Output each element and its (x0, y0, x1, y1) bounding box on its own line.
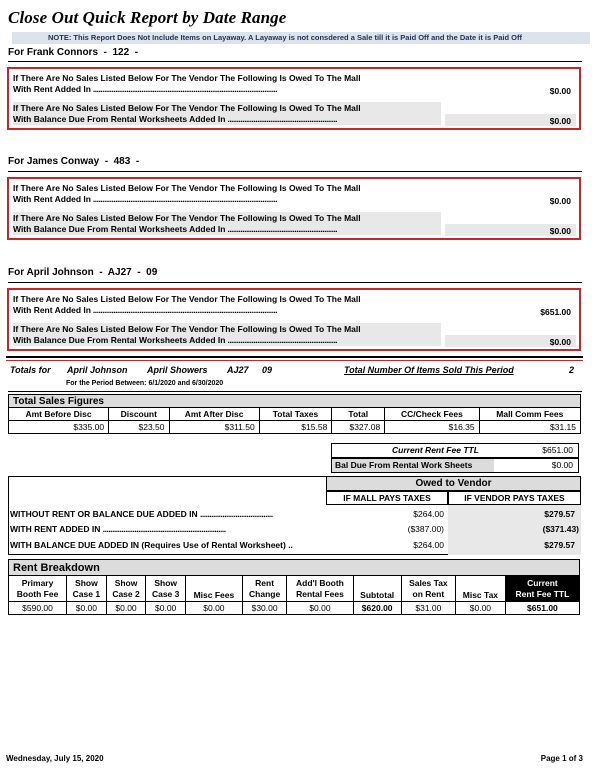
owed-title: Owed to Vendor (326, 476, 581, 491)
table-cell: $0.00 (146, 602, 186, 615)
footer-date: Wednesday, July 15, 2020 (6, 754, 104, 763)
table-cell: $15.58 (259, 421, 332, 434)
col-header: Total (332, 408, 385, 421)
table-title: Total Sales Figures (9, 395, 581, 408)
table-cell: $0.00 (67, 602, 107, 615)
table-cell: $31.00 (401, 602, 455, 615)
owed-amount: $0.00 (549, 116, 571, 126)
col-header: Total Taxes (259, 408, 332, 421)
period-range: For the Period Between: 6/1/2020 and 6/30/2020 (66, 380, 224, 387)
owed-line: If There Are No Sales Listed Below For The Vendor The Following Is Owed To The Mall With Rent Added In ................................................................................................... (13, 294, 361, 315)
items-sold-value: 2 (569, 365, 575, 375)
owed-row-vendor: $279.57 (544, 509, 575, 519)
table-cell: $0.00 (455, 602, 505, 615)
table-cell: $311.50 (169, 421, 259, 434)
current-rent-fee-box (331, 443, 579, 458)
col-header: Add'l Booth Rental Fees (287, 576, 353, 602)
rent-fee-value: $651.00 (542, 445, 573, 455)
table-cell: $620.00 (353, 602, 401, 615)
table-cell: $327.08 (332, 421, 385, 434)
table-cell: $0.00 (185, 602, 242, 615)
owed-line: If There Are No Sales Listed Below For The Vendor The Following Is Owed To The Mall With Balance Due From Rental Worksheets Added In ........................................................... (13, 103, 361, 124)
col-header: Sales Tax on Rent (401, 576, 455, 602)
col-header: Subtotal (353, 576, 401, 602)
divider (8, 391, 582, 392)
totals-label: Totals for (10, 365, 51, 375)
rent-fee-label: Current Rent Fee TTL (392, 445, 479, 455)
owed-row-mall: $264.00 (413, 509, 444, 519)
col-header: Current Rent Fee TTL (505, 576, 579, 602)
owed-amount: $0.00 (549, 196, 571, 206)
owed-row-vendor: ($371.43) (542, 524, 579, 534)
vendor-header: For James Conway - 483 - (8, 156, 140, 167)
vendor-header: For Frank Connors - 122 - (8, 47, 139, 58)
footer-page: Page 1 of 3 (540, 754, 583, 763)
owed-amount: $0.00 (549, 226, 571, 236)
owed-amount: $0.00 (549, 86, 571, 96)
owed-line: If There Are No Sales Listed Below For The Vendor The Following Is Owed To The Mall With Balance Due From Rental Worksheets Added In ........................................................... (13, 324, 361, 345)
col-header: Rent Change (242, 576, 287, 602)
total-sales-table (8, 394, 581, 434)
table-title: Rent Breakdown (9, 560, 580, 576)
col-header: Show Case 3 (146, 576, 186, 602)
owed-amount: $651.00 (540, 307, 571, 317)
items-sold-label: Total Number Of Items Sold This Period (344, 365, 514, 375)
bal-due-label: Bal Due From Rental Work Sheets (332, 459, 494, 472)
col-header: Discount (109, 408, 169, 421)
table-cell: $0.00 (106, 602, 146, 615)
col-header: Show Case 1 (67, 576, 107, 602)
table-cell: $0.00 (287, 602, 353, 615)
bal-due-value: $0.00 (551, 460, 573, 470)
bal-due-box (331, 458, 579, 473)
layaway-note: NOTE: This Report Does Not Include Items on Layaway. A Layaway is not consdered a Sale till it is Paid Off and the Date it is Paid Off (12, 32, 590, 44)
table-cell: $590.00 (9, 602, 67, 615)
col-header: Amt After Disc (169, 408, 259, 421)
col-header: Mall Comm Fees (479, 408, 580, 421)
rent-breakdown-table (8, 559, 580, 615)
totals-shop-name: April Showers (147, 365, 208, 375)
col-header: Amt Before Disc (9, 408, 109, 421)
table-cell: $31.15 (479, 421, 580, 434)
owed-row-label: WITH BALANCE DUE ADDED IN (Requires Use of Rental Worksheet) .. (10, 540, 293, 550)
totals-vendor-name: April Johnson (67, 365, 128, 375)
vendor-header: For April Johnson - AJ27 - 09 (8, 267, 158, 278)
col-header: Show Case 2 (106, 576, 146, 602)
owed-row-mall: ($387.00) (407, 524, 444, 534)
owed-line: If There Are No Sales Listed Below For The Vendor The Following Is Owed To The Mall With Balance Due From Rental Worksheets Added In ........................................................... (13, 213, 361, 234)
table-cell: $651.00 (505, 602, 579, 615)
owed-amount: $0.00 (549, 337, 571, 347)
divider (8, 61, 582, 62)
owed-line: If There Are No Sales Listed Below For The Vendor The Following Is Owed To The Mall With Rent Added In ................................................................................................... (13, 183, 361, 204)
table-cell: $16.35 (385, 421, 479, 434)
col-header-vendor: IF VENDOR PAYS TAXES (448, 491, 581, 505)
divider (8, 282, 582, 283)
owed-row-vendor: $279.57 (544, 540, 575, 550)
divider (8, 171, 582, 172)
section-divider (6, 356, 583, 361)
col-header: Misc Tax (455, 576, 505, 602)
table-cell: $335.00 (9, 421, 109, 434)
totals-vendor-code: AJ27 (227, 365, 249, 375)
totals-vendor-num: 09 (262, 365, 273, 375)
owed-to-mall-box (7, 177, 581, 240)
col-header: Primary Booth Fee (9, 576, 67, 602)
owed-row-label: WITH RENT ADDED IN .................................................................. (10, 524, 226, 534)
table-cell: $30.00 (242, 602, 287, 615)
col-header: CC/Check Fees (385, 408, 479, 421)
owed-row-label: WITHOUT RENT OR BALANCE DUE ADDED IN ....................................... (10, 509, 273, 519)
col-header: Misc Fees (185, 576, 242, 602)
col-header-mall: IF MALL PAYS TAXES (326, 491, 448, 505)
owed-to-mall-box (7, 67, 581, 130)
owed-row-mall: $264.00 (413, 540, 444, 550)
owed-line: If There Are No Sales Listed Below For The Vendor The Following Is Owed To The Mall With Rent Added In ................................................................................................... (13, 73, 361, 94)
owed-to-mall-box (7, 288, 581, 351)
table-cell: $23.50 (109, 421, 169, 434)
report-title: Close Out Quick Report by Date Range (8, 8, 287, 27)
